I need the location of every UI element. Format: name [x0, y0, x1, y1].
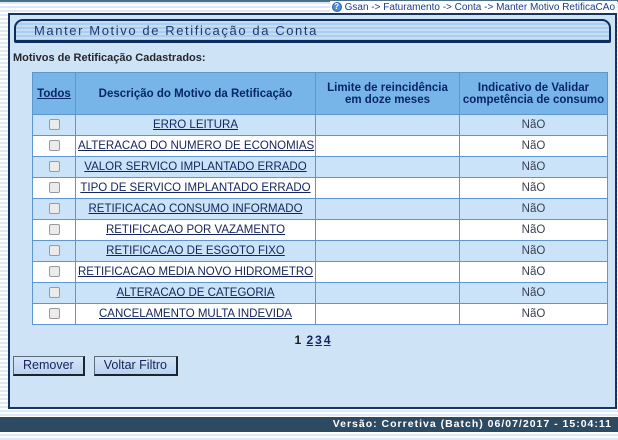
- motivo-link[interactable]: RETIFICACAO DE ESGOTO FIXO: [106, 245, 285, 257]
- indicativo-cell: NãO: [460, 136, 608, 157]
- indicativo-cell: NãO: [460, 115, 608, 136]
- indicativo-cell: NãO: [460, 157, 608, 178]
- header-limite: Limite de reincidência em doze meses: [316, 73, 460, 115]
- breadcrumb-path: Gsan -> Faturamento -> Conta -> Manter Motivo RetificaCAo: [344, 1, 615, 13]
- descricao-cell: [76, 199, 316, 220]
- checkbox-cell: [33, 157, 76, 178]
- checkbox-cell: [33, 178, 76, 199]
- checkbox-cell: [33, 220, 76, 241]
- motivos-table: [32, 72, 608, 325]
- row-checkbox[interactable]: [49, 203, 60, 214]
- descricao-cell: [76, 304, 316, 325]
- limite-cell: [316, 283, 460, 304]
- motivo-link[interactable]: ERRO LEITURA: [153, 119, 238, 131]
- row-checkbox[interactable]: [49, 182, 60, 193]
- table-row: [33, 241, 608, 262]
- descricao-cell: [76, 262, 316, 283]
- limite-cell: [316, 220, 460, 241]
- indicativo-cell: NãO: [460, 178, 608, 199]
- indicativo-cell: NãO: [460, 241, 608, 262]
- page-link[interactable]: 3: [315, 333, 322, 347]
- header-indicativo: Indicativo de Validar competência de consumo: [460, 73, 608, 115]
- row-checkbox[interactable]: [49, 245, 60, 256]
- motivo-link[interactable]: RETIFICACAO POR VAZAMENTO: [105, 224, 286, 236]
- row-checkbox[interactable]: [49, 287, 60, 298]
- limite-cell: [316, 178, 460, 199]
- descricao-cell: [76, 220, 316, 241]
- descricao-cell: [76, 283, 316, 304]
- content-panel: [8, 13, 617, 409]
- table-row: [33, 136, 608, 157]
- motivo-link[interactable]: RETIFICACAO CONSUMO INFORMADO: [88, 203, 303, 215]
- indicativo-cell: NãO: [460, 262, 608, 283]
- current-page: 1: [294, 333, 302, 347]
- header-todos: [33, 73, 76, 115]
- indicativo-cell: NãO: [460, 199, 608, 220]
- page-link[interactable]: 2: [306, 333, 314, 347]
- motivo-link[interactable]: ALTERACAO DO NUMERO DE ECONOMIAS: [78, 140, 315, 152]
- row-checkbox[interactable]: [49, 224, 60, 235]
- table-row: [33, 262, 608, 283]
- descricao-cell: [76, 157, 316, 178]
- button-row: [13, 356, 615, 376]
- checkbox-cell: [33, 262, 76, 283]
- help-icon[interactable]: ?: [332, 2, 342, 12]
- section-label: Motivos de Retificação Cadastrados:: [13, 52, 206, 64]
- row-checkbox[interactable]: [49, 266, 60, 277]
- descricao-cell: [76, 136, 316, 157]
- todos-link[interactable]: Todos: [37, 87, 71, 100]
- page-title: Manter Motivo de Retificação da Conta: [14, 19, 611, 43]
- table-row: [33, 304, 608, 325]
- checkbox-cell: [33, 115, 76, 136]
- table-row: [33, 199, 608, 220]
- checkbox-cell: [33, 283, 76, 304]
- voltar-filtro-button[interactable]: Voltar Filtro: [94, 356, 178, 376]
- table-row: [33, 220, 608, 241]
- limite-cell: [316, 304, 460, 325]
- table-header-row: [33, 73, 608, 115]
- table-row: [33, 157, 608, 178]
- limite-cell: [316, 157, 460, 178]
- row-checkbox[interactable]: [49, 140, 60, 151]
- remover-button[interactable]: Remover: [13, 356, 85, 376]
- row-checkbox[interactable]: [49, 308, 60, 319]
- indicativo-cell: NãO: [460, 220, 608, 241]
- motivo-link[interactable]: CANCELAMENTO MULTA INDEVIDA: [99, 308, 292, 320]
- breadcrumb: [330, 1, 617, 13]
- limite-cell: [316, 136, 460, 157]
- limite-cell: [316, 115, 460, 136]
- table-body: [33, 115, 608, 325]
- pagination: [10, 333, 615, 347]
- table-row: [33, 115, 608, 136]
- indicativo-cell: NãO: [460, 304, 608, 325]
- checkbox-cell: [33, 136, 76, 157]
- limite-cell: [316, 199, 460, 220]
- motivo-link[interactable]: RETIFICACAO MEDIA NOVO HIDROMETRO: [78, 266, 314, 278]
- indicativo-cell: NãO: [460, 283, 608, 304]
- motivo-link[interactable]: ALTERACAO DE CATEGORIA: [116, 287, 275, 299]
- descricao-cell: [76, 115, 316, 136]
- row-checkbox[interactable]: [49, 119, 60, 130]
- checkbox-cell: [33, 199, 76, 220]
- checkbox-cell: [33, 241, 76, 262]
- checkbox-cell: [33, 304, 76, 325]
- header-descricao: Descrição do Motivo da Retificação: [76, 73, 316, 115]
- limite-cell: [316, 262, 460, 283]
- descricao-cell: [76, 241, 316, 262]
- limite-cell: [316, 241, 460, 262]
- version-footer: Versão: Corretiva (Batch) 06/07/2017 - 15:04:11: [0, 417, 618, 432]
- motivo-link[interactable]: VALOR SERVICO IMPLANTADO ERRADO: [84, 161, 307, 173]
- row-checkbox[interactable]: [49, 161, 60, 172]
- table-row: [33, 283, 608, 304]
- descricao-cell: [76, 178, 316, 199]
- table-row: [33, 178, 608, 199]
- page-link[interactable]: 4: [323, 333, 331, 347]
- motivo-link[interactable]: TIPO DE SERVICO IMPLANTADO ERRADO: [80, 182, 311, 194]
